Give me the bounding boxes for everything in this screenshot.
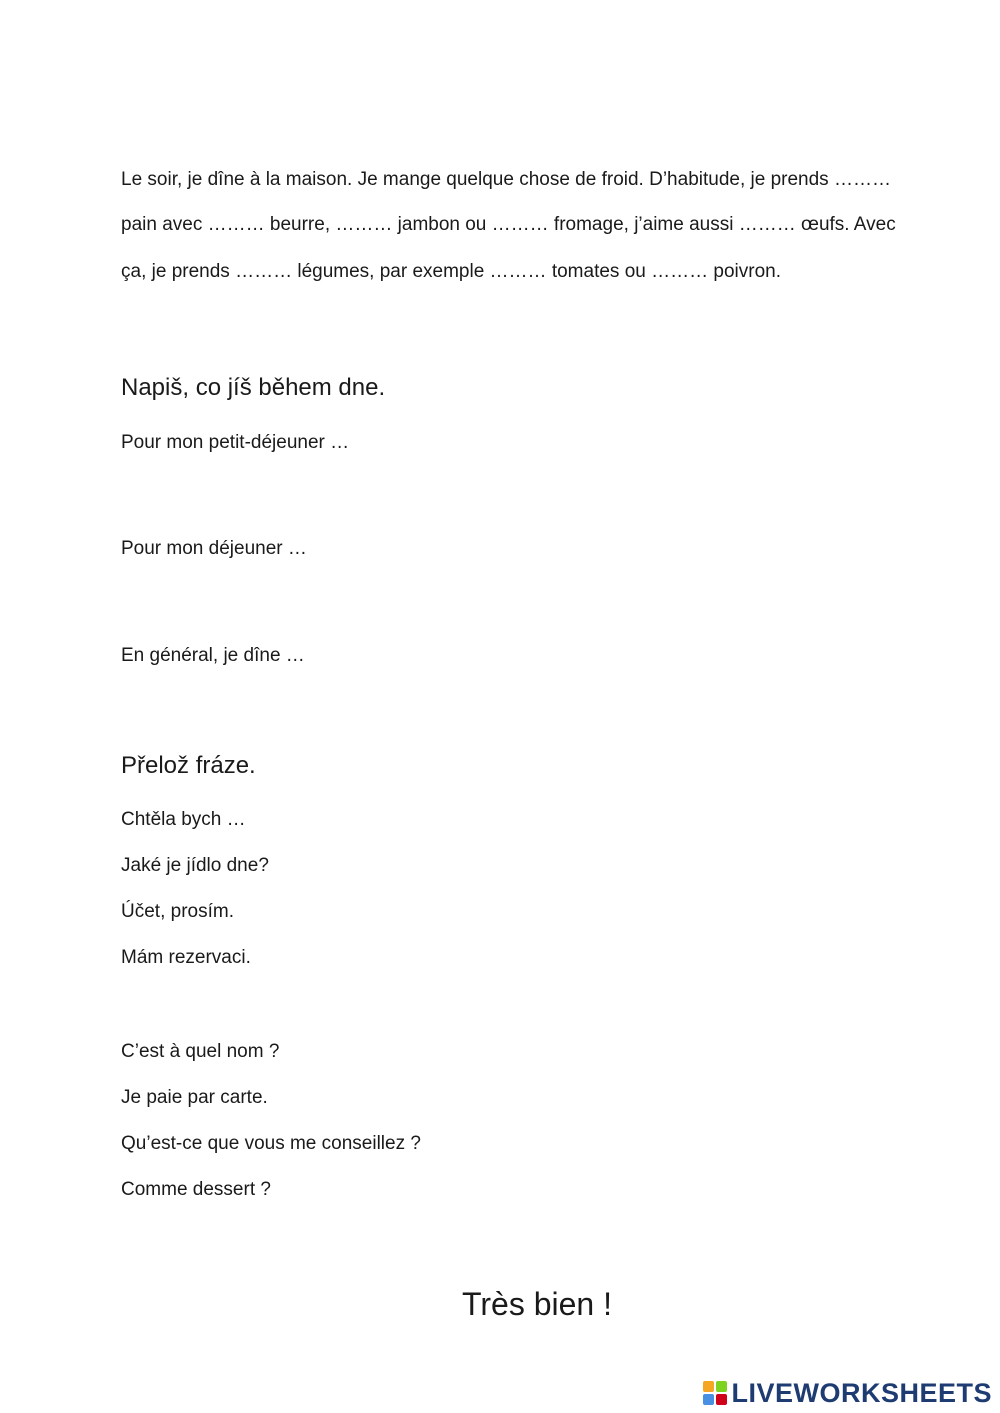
phrase-item: Účet, prosím. [121, 901, 234, 922]
phrase-item: Chtěla bych … [121, 809, 246, 830]
phrase-item: Qu’est-ce que vous me conseillez ? [121, 1133, 421, 1154]
lunch-prompt: Pour mon déjeuner … [121, 538, 307, 559]
phrase-item: Jaké je jídlo dne? [121, 855, 269, 876]
translate-section-heading: Přelož fráze. [121, 752, 256, 779]
dinner-prompt: En général, je dîne … [121, 645, 305, 666]
brand-name: LIVEWORKSHEETS [731, 1377, 992, 1408]
phrase-item: Mám rezervaci. [121, 947, 251, 968]
liveworksheets-logo-icon [703, 1381, 727, 1405]
logo-square [716, 1381, 727, 1392]
paragraph-line: Le soir, je dîne à la maison. Je mange quelque chose de froid. D’habitude, je prends ……… [121, 169, 891, 190]
closing-text: Très bien ! [462, 1286, 612, 1322]
write-section-heading: Napiš, co jíš během dne. [121, 374, 386, 401]
paragraph-line: ça, je prends ……… légumes, par exemple ……… tomates ou ……… poivron. [121, 261, 781, 282]
logo-square [703, 1381, 714, 1392]
breakfast-prompt: Pour mon petit-déjeuner … [121, 432, 350, 453]
logo-square [716, 1394, 727, 1405]
phrase-item: C’est à quel nom ? [121, 1041, 280, 1062]
liveworksheets-branding [703, 1378, 992, 1408]
paragraph-line: pain avec ……… beurre, ……… jambon ou ……… fromage, j’aime aussi ……… œufs. Avec [121, 214, 896, 235]
logo-square [703, 1394, 714, 1405]
phrase-item: Comme dessert ? [121, 1179, 271, 1200]
phrase-item: Je paie par carte. [121, 1087, 268, 1108]
